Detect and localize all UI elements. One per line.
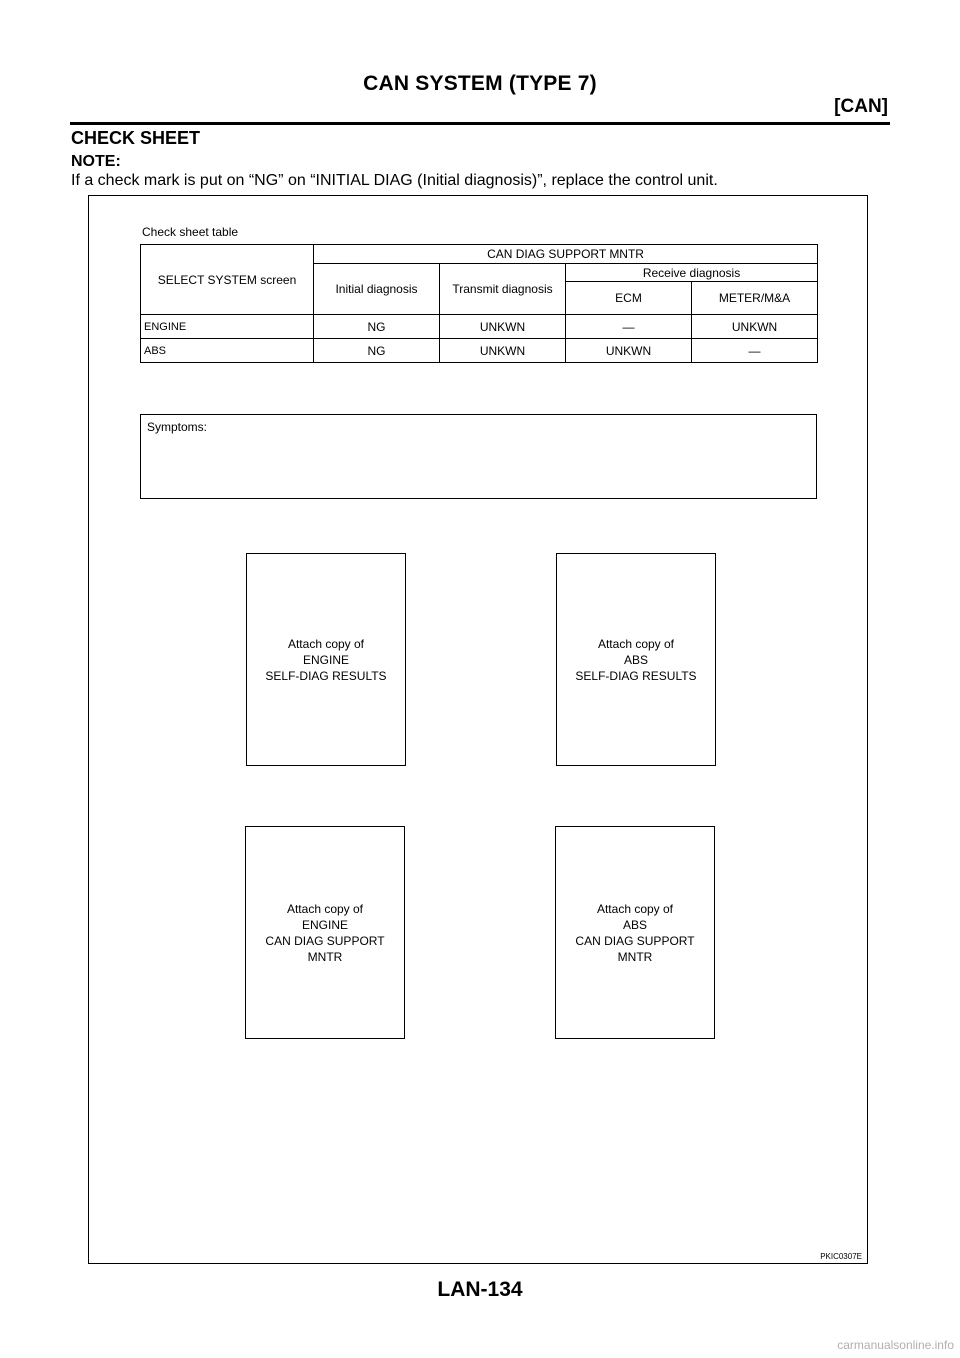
attach-line: SELF-DIAG RESULTS [575, 668, 697, 683]
header-transmit-diagnosis: Transmit diagnosis [440, 264, 566, 315]
attach-engine-self-diag-box [246, 553, 406, 766]
header-meter: METER/M&A [692, 282, 818, 315]
attach-line: ENGINE [301, 917, 348, 932]
attach-line: ABS [622, 917, 647, 932]
attach-line: CAN DIAG SUPPORT [265, 933, 385, 948]
attach-line: Attach copy of [287, 636, 365, 651]
watermark-link[interactable]: carmanualsonline.info [837, 1338, 954, 1352]
cell-meter: UNKWN [692, 315, 818, 339]
cell-initial: NG [314, 315, 440, 339]
cell-ecm: — [566, 315, 692, 339]
attach-line: Attach copy of [596, 901, 674, 916]
attach-line: MNTR [617, 949, 653, 964]
cell-initial: NG [314, 339, 440, 363]
attach-line: SELF-DIAG RESULTS [265, 668, 387, 683]
attach-line: MNTR [307, 949, 343, 964]
page-title: CAN SYSTEM (TYPE 7) [363, 72, 597, 95]
cell-transmit: UNKWN [440, 339, 566, 363]
attach-line: Attach copy of [286, 901, 364, 916]
attach-line: CAN DIAG SUPPORT [575, 933, 695, 948]
page-number: LAN-134 [437, 1278, 523, 1301]
note-text: If a check mark is put on “NG” on “INITIAL DIAG (Initial diagnosis)”, replace the control unit. [71, 172, 718, 189]
header-select-system: SELECT SYSTEM screen [141, 245, 314, 315]
attach-line: ABS [623, 652, 648, 667]
header-receive-diagnosis: Receive diagnosis [566, 264, 818, 282]
cell-meter: — [692, 339, 818, 363]
table-row [141, 339, 818, 363]
table-row [141, 315, 818, 339]
attach-abs-can-diag-box [555, 826, 715, 1039]
attach-line: Attach copy of [597, 636, 675, 651]
note-label: NOTE: [71, 153, 121, 170]
section-heading: CHECK SHEET [71, 128, 201, 148]
header-can-diag: CAN DIAG SUPPORT MNTR [314, 245, 818, 264]
section-tag: [CAN] [834, 96, 888, 117]
attach-line: ENGINE [302, 652, 349, 667]
attach-abs-self-diag-box [556, 553, 716, 766]
row-system: ENGINE [141, 315, 314, 339]
table-caption: Check sheet table [142, 225, 239, 239]
header-ecm: ECM [566, 282, 692, 315]
check-sheet-table [140, 244, 818, 363]
row-system: ABS [141, 339, 314, 363]
attach-engine-can-diag-box [245, 826, 405, 1039]
header-rule [70, 122, 890, 125]
header-initial-diagnosis: Initial diagnosis [314, 264, 440, 315]
symptoms-box [140, 414, 817, 499]
figure-code: PKIC0307E [820, 1252, 862, 1261]
cell-ecm: UNKWN [566, 339, 692, 363]
cell-transmit: UNKWN [440, 315, 566, 339]
symptoms-label: Symptoms: [147, 420, 208, 434]
